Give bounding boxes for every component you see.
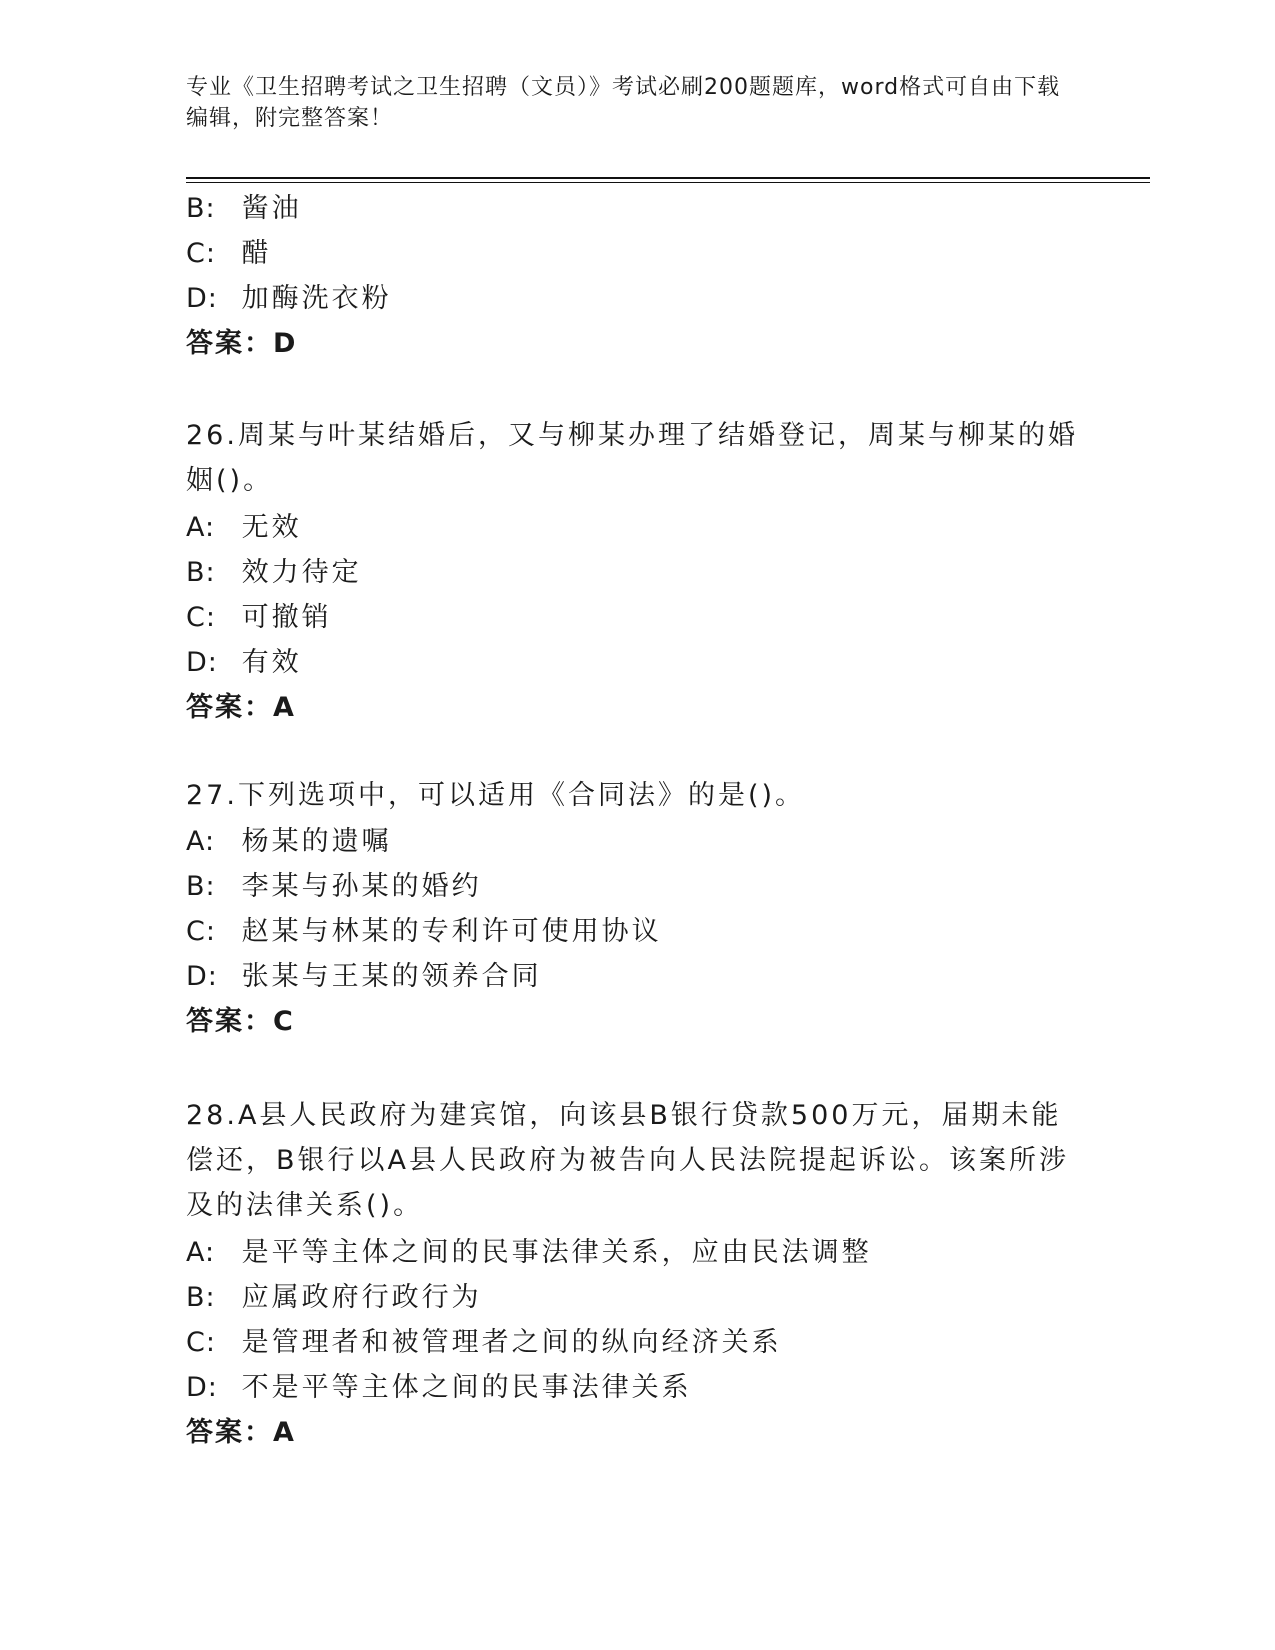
q28-option-d (186, 1371, 692, 1405)
option-label: B: (186, 871, 216, 902)
q25-option-c (186, 237, 272, 271)
option-label: D: (186, 283, 218, 314)
option-label: C: (186, 1327, 216, 1358)
option-label: C: (186, 916, 216, 947)
header-divider-thin (186, 182, 1150, 183)
q27-answer: 答案：C (186, 1006, 295, 1037)
q26-answer: 答案：A (186, 692, 296, 723)
q25-answer: 答案：D (186, 328, 298, 359)
q25-option-b (186, 192, 302, 226)
option-label: D: (186, 961, 218, 992)
option-text: 赵某与林某的专利许可使用协议 (241, 916, 662, 947)
option-label: A: (186, 826, 216, 857)
q26-option-b (186, 556, 362, 590)
q26-option-d (186, 646, 302, 680)
option-text: 无效 (241, 512, 302, 543)
option-text: 应属政府行政行为 (241, 1282, 482, 1313)
q26-option-c (186, 601, 332, 635)
q28-option-a (186, 1236, 872, 1270)
option-text: 李某与孙某的婚约 (241, 871, 482, 902)
q27-option-c (186, 915, 662, 949)
option-text: 加酶洗衣粉 (241, 283, 392, 314)
option-label: C: (186, 238, 216, 269)
q28-option-c (186, 1326, 782, 1360)
q27-stem: 27.下列选项中，可以适用《合同法》的是()。 (186, 780, 806, 811)
option-label: A: (186, 512, 216, 543)
option-text: 有效 (241, 647, 302, 678)
q26-option-a (186, 511, 302, 545)
option-label: C: (186, 602, 216, 633)
header-divider-thick (186, 177, 1150, 179)
option-label: D: (186, 647, 218, 678)
option-text: 张某与王某的领养合同 (241, 961, 542, 992)
option-label: B: (186, 1282, 216, 1313)
q25-option-d (186, 282, 392, 316)
option-label: B: (186, 193, 216, 224)
option-text: 酱油 (241, 193, 302, 224)
q28-option-b (186, 1281, 482, 1315)
q26-stem: 26.周某与叶某结婚后，又与柳某办理了结婚登记，周某与柳某的婚姻()。 (186, 420, 1078, 496)
option-text: 可撤销 (241, 602, 332, 633)
q27-option-a (186, 825, 392, 859)
option-text: 效力待定 (241, 557, 362, 588)
document-header: 专业《卫生招聘考试之卫生招聘（文员）》考试必刷200题题库，word格式可自由下载编辑，附完整答案！ (186, 75, 1061, 131)
q27-option-b (186, 870, 482, 904)
option-text: 醋 (241, 238, 272, 269)
option-label: B: (186, 557, 216, 588)
option-text: 杨某的遗嘱 (241, 826, 392, 857)
option-text: 是平等主体之间的民事法律关系，应由民法调整 (241, 1237, 872, 1268)
option-label: A: (186, 1237, 216, 1268)
option-label: D: (186, 1372, 218, 1403)
option-text: 不是平等主体之间的民事法律关系 (241, 1372, 692, 1403)
q28-stem: 28.A县人民政府为建宾馆，向该县B银行贷款500万元，届期未能偿还，B银行以A县人民政府为被告向人民法院提起诉讼。该案所涉及的法律关系()。 (186, 1100, 1069, 1221)
q28-answer: 答案：A (186, 1417, 296, 1448)
q27-option-d (186, 960, 542, 994)
option-text: 是管理者和被管理者之间的纵向经济关系 (241, 1327, 782, 1358)
